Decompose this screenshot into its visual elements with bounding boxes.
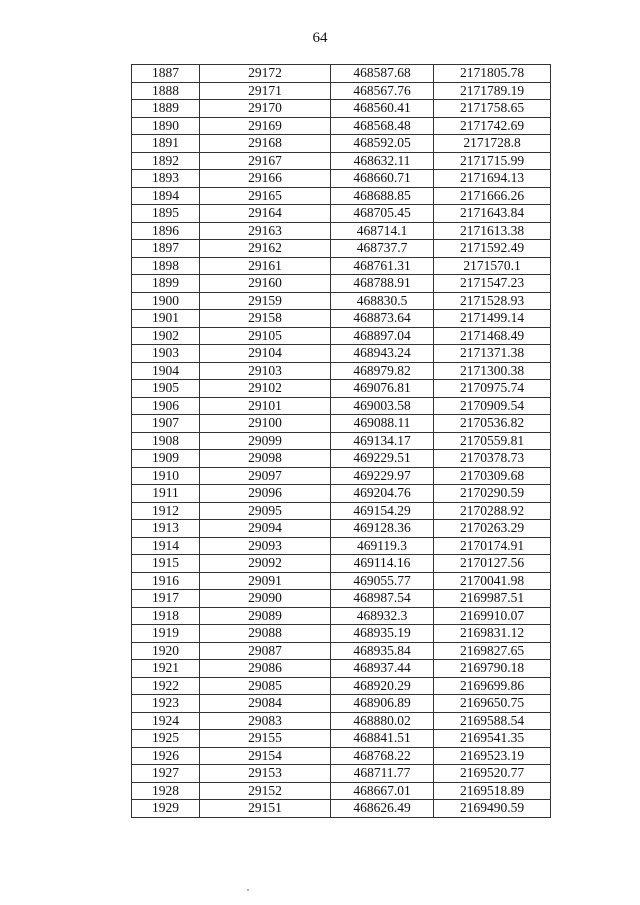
- x-coordinate-cell: 468920.29: [331, 677, 434, 695]
- point-id-cell: 29169: [200, 117, 331, 135]
- x-coordinate-cell: 468626.49: [331, 800, 434, 818]
- point-id-cell: 29152: [200, 782, 331, 800]
- point-id-cell: 29098: [200, 450, 331, 468]
- x-coordinate-cell: 469076.81: [331, 380, 434, 398]
- y-coordinate-cell: 2171789.19: [434, 82, 551, 100]
- x-coordinate-cell: 468587.68: [331, 65, 434, 83]
- y-coordinate-cell: 2171728.8: [434, 135, 551, 153]
- y-coordinate-cell: 2171613.38: [434, 222, 551, 240]
- point-id-cell: 29090: [200, 590, 331, 608]
- x-coordinate-cell: 468567.76: [331, 82, 434, 100]
- row-index-cell: 1918: [132, 607, 200, 625]
- table-row: [132, 537, 551, 555]
- x-coordinate-cell: 469055.77: [331, 572, 434, 590]
- row-index-cell: 1895: [132, 205, 200, 223]
- point-id-cell: 29096: [200, 485, 331, 503]
- point-id-cell: 29103: [200, 362, 331, 380]
- y-coordinate-cell: 2171547.23: [434, 275, 551, 293]
- x-coordinate-cell: 468935.19: [331, 625, 434, 643]
- x-coordinate-cell: 468714.1: [331, 222, 434, 240]
- point-id-cell: 29161: [200, 257, 331, 275]
- y-coordinate-cell: 2171499.14: [434, 310, 551, 328]
- point-id-cell: 29168: [200, 135, 331, 153]
- row-index-cell: 1889: [132, 100, 200, 118]
- scan-speck: [247, 889, 249, 891]
- point-id-cell: 29167: [200, 152, 331, 170]
- table-row: [132, 677, 551, 695]
- row-index-cell: 1892: [132, 152, 200, 170]
- y-coordinate-cell: 2169490.59: [434, 800, 551, 818]
- point-id-cell: 29102: [200, 380, 331, 398]
- row-index-cell: 1898: [132, 257, 200, 275]
- table-row: [132, 170, 551, 188]
- row-index-cell: 1919: [132, 625, 200, 643]
- x-coordinate-cell: 469204.76: [331, 485, 434, 503]
- x-coordinate-cell: 468688.85: [331, 187, 434, 205]
- y-coordinate-cell: 2171694.13: [434, 170, 551, 188]
- row-index-cell: 1914: [132, 537, 200, 555]
- y-coordinate-cell: 2169790.18: [434, 660, 551, 678]
- point-id-cell: 29099: [200, 432, 331, 450]
- table-row: [132, 555, 551, 573]
- y-coordinate-cell: 2171300.38: [434, 362, 551, 380]
- row-index-cell: 1913: [132, 520, 200, 538]
- y-coordinate-cell: 2170174.91: [434, 537, 551, 555]
- point-id-cell: 29088: [200, 625, 331, 643]
- y-coordinate-cell: 2170536.82: [434, 415, 551, 433]
- point-id-cell: 29093: [200, 537, 331, 555]
- point-id-cell: 29085: [200, 677, 331, 695]
- table-row: [132, 222, 551, 240]
- x-coordinate-cell: 468841.51: [331, 730, 434, 748]
- x-coordinate-cell: 468660.71: [331, 170, 434, 188]
- y-coordinate-cell: 2170975.74: [434, 380, 551, 398]
- point-id-cell: 29105: [200, 327, 331, 345]
- row-index-cell: 1906: [132, 397, 200, 415]
- point-id-cell: 29170: [200, 100, 331, 118]
- point-id-cell: 29083: [200, 712, 331, 730]
- x-coordinate-cell: 468705.45: [331, 205, 434, 223]
- y-coordinate-cell: 2171742.69: [434, 117, 551, 135]
- y-coordinate-cell: 2170909.54: [434, 397, 551, 415]
- y-coordinate-cell: 2169518.89: [434, 782, 551, 800]
- table-row: [132, 362, 551, 380]
- coordinates-table: [131, 64, 551, 818]
- row-index-cell: 1890: [132, 117, 200, 135]
- row-index-cell: 1897: [132, 240, 200, 258]
- table-row: [132, 415, 551, 433]
- x-coordinate-cell: 469128.36: [331, 520, 434, 538]
- x-coordinate-cell: 468937.44: [331, 660, 434, 678]
- row-index-cell: 1926: [132, 747, 200, 765]
- y-coordinate-cell: 2169910.07: [434, 607, 551, 625]
- table-row: [132, 520, 551, 538]
- table-row: [132, 117, 551, 135]
- y-coordinate-cell: 2171758.65: [434, 100, 551, 118]
- row-index-cell: 1904: [132, 362, 200, 380]
- row-index-cell: 1921: [132, 660, 200, 678]
- x-coordinate-cell: 468667.01: [331, 782, 434, 800]
- y-coordinate-cell: 2169520.77: [434, 765, 551, 783]
- x-coordinate-cell: 468906.89: [331, 695, 434, 713]
- x-coordinate-cell: 468943.24: [331, 345, 434, 363]
- y-coordinate-cell: 2169987.51: [434, 590, 551, 608]
- point-id-cell: 29155: [200, 730, 331, 748]
- x-coordinate-cell: 468568.48: [331, 117, 434, 135]
- y-coordinate-cell: 2170288.92: [434, 502, 551, 520]
- x-coordinate-cell: 468873.64: [331, 310, 434, 328]
- row-index-cell: 1887: [132, 65, 200, 83]
- row-index-cell: 1912: [132, 502, 200, 520]
- point-id-cell: 29154: [200, 747, 331, 765]
- table-row: [132, 765, 551, 783]
- x-coordinate-cell: 468768.22: [331, 747, 434, 765]
- table-row: [132, 310, 551, 328]
- x-coordinate-cell: 468761.31: [331, 257, 434, 275]
- y-coordinate-cell: 2170041.98: [434, 572, 551, 590]
- point-id-cell: 29100: [200, 415, 331, 433]
- x-coordinate-cell: 468788.91: [331, 275, 434, 293]
- y-coordinate-cell: 2171666.26: [434, 187, 551, 205]
- table-row: [132, 747, 551, 765]
- point-id-cell: 29101: [200, 397, 331, 415]
- row-index-cell: 1888: [132, 82, 200, 100]
- x-coordinate-cell: 468632.11: [331, 152, 434, 170]
- row-index-cell: 1903: [132, 345, 200, 363]
- y-coordinate-cell: 2171715.99: [434, 152, 551, 170]
- point-id-cell: 29159: [200, 292, 331, 310]
- point-id-cell: 29094: [200, 520, 331, 538]
- point-id-cell: 29172: [200, 65, 331, 83]
- y-coordinate-cell: 2171570.1: [434, 257, 551, 275]
- y-coordinate-cell: 2171468.49: [434, 327, 551, 345]
- row-index-cell: 1927: [132, 765, 200, 783]
- y-coordinate-cell: 2171592.49: [434, 240, 551, 258]
- point-id-cell: 29164: [200, 205, 331, 223]
- row-index-cell: 1922: [132, 677, 200, 695]
- y-coordinate-cell: 2170127.56: [434, 555, 551, 573]
- table-row: [132, 187, 551, 205]
- table-row: [132, 502, 551, 520]
- x-coordinate-cell: 469088.11: [331, 415, 434, 433]
- row-index-cell: 1894: [132, 187, 200, 205]
- row-index-cell: 1902: [132, 327, 200, 345]
- point-id-cell: 29163: [200, 222, 331, 240]
- point-id-cell: 29097: [200, 467, 331, 485]
- table-row: [132, 800, 551, 818]
- table-row: [132, 380, 551, 398]
- row-index-cell: 1908: [132, 432, 200, 450]
- y-coordinate-cell: 2170309.68: [434, 467, 551, 485]
- x-coordinate-cell: 468932.3: [331, 607, 434, 625]
- row-index-cell: 1925: [132, 730, 200, 748]
- table-row: [132, 660, 551, 678]
- row-index-cell: 1910: [132, 467, 200, 485]
- x-coordinate-cell: 468830.5: [331, 292, 434, 310]
- x-coordinate-cell: 468711.77: [331, 765, 434, 783]
- x-coordinate-cell: 469134.17: [331, 432, 434, 450]
- y-coordinate-cell: 2171371.38: [434, 345, 551, 363]
- point-id-cell: 29151: [200, 800, 331, 818]
- x-coordinate-cell: 468737.7: [331, 240, 434, 258]
- y-coordinate-cell: 2171528.93: [434, 292, 551, 310]
- page-number: 64: [312, 30, 328, 46]
- table-row: [132, 135, 551, 153]
- coordinates-table-body: [132, 65, 551, 818]
- row-index-cell: 1911: [132, 485, 200, 503]
- point-id-cell: 29084: [200, 695, 331, 713]
- y-coordinate-cell: 2170378.73: [434, 450, 551, 468]
- y-coordinate-cell: 2171805.78: [434, 65, 551, 83]
- table-row: [132, 642, 551, 660]
- row-index-cell: 1915: [132, 555, 200, 573]
- table-row: [132, 625, 551, 643]
- y-coordinate-cell: 2169831.12: [434, 625, 551, 643]
- point-id-cell: 29092: [200, 555, 331, 573]
- x-coordinate-cell: 469003.58: [331, 397, 434, 415]
- point-id-cell: 29086: [200, 660, 331, 678]
- row-index-cell: 1893: [132, 170, 200, 188]
- table-row: [132, 782, 551, 800]
- x-coordinate-cell: 469114.16: [331, 555, 434, 573]
- y-coordinate-cell: 2170559.81: [434, 432, 551, 450]
- x-coordinate-cell: 469154.29: [331, 502, 434, 520]
- row-index-cell: 1916: [132, 572, 200, 590]
- point-id-cell: 29095: [200, 502, 331, 520]
- x-coordinate-cell: 469119.3: [331, 537, 434, 555]
- y-coordinate-cell: 2169650.75: [434, 695, 551, 713]
- table-row: [132, 65, 551, 83]
- x-coordinate-cell: 468987.54: [331, 590, 434, 608]
- table-row: [132, 432, 551, 450]
- table-row: [132, 695, 551, 713]
- table-row: [132, 450, 551, 468]
- table-row: [132, 345, 551, 363]
- x-coordinate-cell: 468880.02: [331, 712, 434, 730]
- point-id-cell: 29165: [200, 187, 331, 205]
- table-row: [132, 327, 551, 345]
- point-id-cell: 29089: [200, 607, 331, 625]
- table-row: [132, 257, 551, 275]
- point-id-cell: 29153: [200, 765, 331, 783]
- point-id-cell: 29171: [200, 82, 331, 100]
- row-index-cell: 1905: [132, 380, 200, 398]
- point-id-cell: 29087: [200, 642, 331, 660]
- table-row: [132, 152, 551, 170]
- table-row: [132, 467, 551, 485]
- table-row: [132, 397, 551, 415]
- row-index-cell: 1896: [132, 222, 200, 240]
- table-row: [132, 205, 551, 223]
- point-id-cell: 29162: [200, 240, 331, 258]
- x-coordinate-cell: 468897.04: [331, 327, 434, 345]
- table-row: [132, 100, 551, 118]
- table-row: [132, 240, 551, 258]
- x-coordinate-cell: 468979.82: [331, 362, 434, 380]
- y-coordinate-cell: 2169699.86: [434, 677, 551, 695]
- table-row: [132, 572, 551, 590]
- table-row: [132, 82, 551, 100]
- y-coordinate-cell: 2169523.19: [434, 747, 551, 765]
- row-index-cell: 1907: [132, 415, 200, 433]
- row-index-cell: 1901: [132, 310, 200, 328]
- point-id-cell: 29091: [200, 572, 331, 590]
- row-index-cell: 1899: [132, 275, 200, 293]
- row-index-cell: 1891: [132, 135, 200, 153]
- table-row: [132, 485, 551, 503]
- y-coordinate-cell: 2170290.59: [434, 485, 551, 503]
- y-coordinate-cell: 2169541.35: [434, 730, 551, 748]
- table-row: [132, 730, 551, 748]
- table-row: [132, 607, 551, 625]
- y-coordinate-cell: 2170263.29: [434, 520, 551, 538]
- y-coordinate-cell: 2169588.54: [434, 712, 551, 730]
- table-row: [132, 292, 551, 310]
- row-index-cell: 1923: [132, 695, 200, 713]
- x-coordinate-cell: 469229.97: [331, 467, 434, 485]
- x-coordinate-cell: 469229.51: [331, 450, 434, 468]
- x-coordinate-cell: 468935.84: [331, 642, 434, 660]
- row-index-cell: 1917: [132, 590, 200, 608]
- x-coordinate-cell: 468560.41: [331, 100, 434, 118]
- table-row: [132, 590, 551, 608]
- row-index-cell: 1924: [132, 712, 200, 730]
- y-coordinate-cell: 2169827.65: [434, 642, 551, 660]
- point-id-cell: 29166: [200, 170, 331, 188]
- row-index-cell: 1928: [132, 782, 200, 800]
- y-coordinate-cell: 2171643.84: [434, 205, 551, 223]
- x-coordinate-cell: 468592.05: [331, 135, 434, 153]
- point-id-cell: 29104: [200, 345, 331, 363]
- row-index-cell: 1909: [132, 450, 200, 468]
- row-index-cell: 1920: [132, 642, 200, 660]
- point-id-cell: 29160: [200, 275, 331, 293]
- table-row: [132, 712, 551, 730]
- table-row: [132, 275, 551, 293]
- row-index-cell: 1929: [132, 800, 200, 818]
- point-id-cell: 29158: [200, 310, 331, 328]
- row-index-cell: 1900: [132, 292, 200, 310]
